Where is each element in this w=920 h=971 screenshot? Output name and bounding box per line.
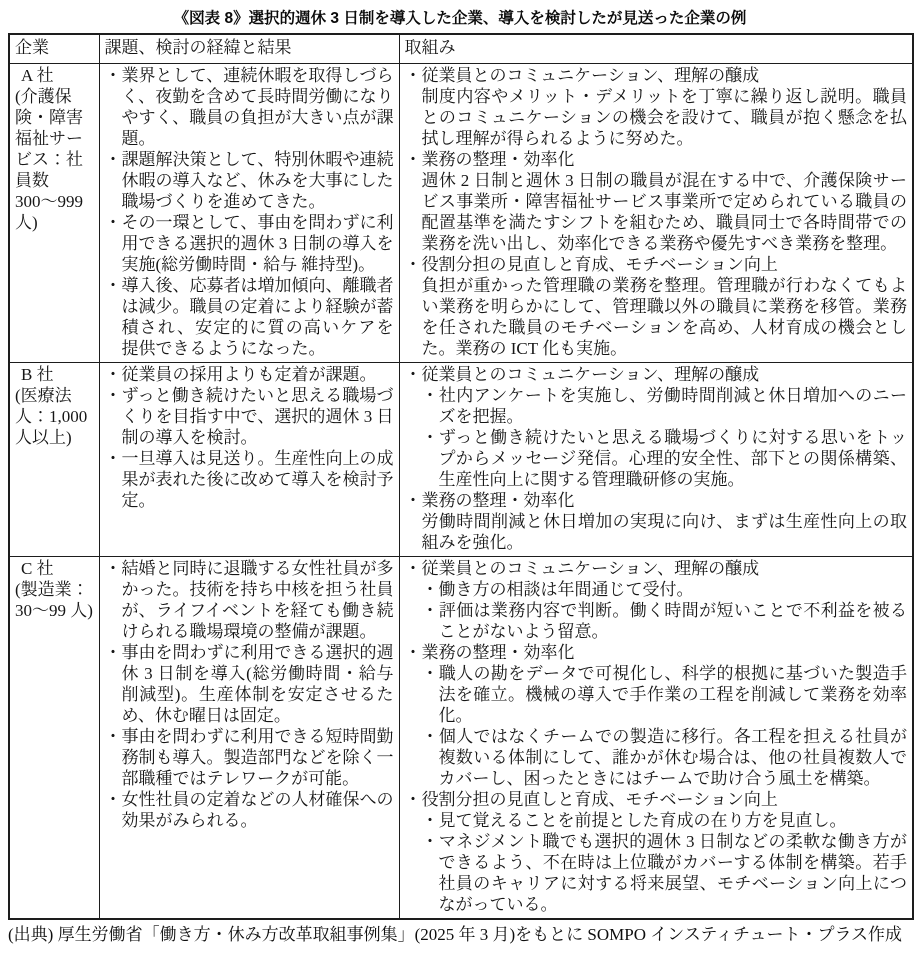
- issue-item: ・従業員の採用よりも定着が課題。: [104, 365, 377, 384]
- initiative-sub-item: ・職人の勘をデータで可視化し、科学的根拠に基づいた製造手法を確立。機械の導入で手作業の工程を削減して業務を効率化。: [421, 664, 907, 725]
- initiative-detail: 労働時間削減と休日増加の実現に向け、まずは生産性向上の取組みを強化。: [421, 512, 907, 552]
- initiative-detail: 週休 2 日制と週休 3 日制の職員が混在する中で、介護保険サービス事業所・障害福祉サービス事業所で定められている職員の配置基準を満たすシフトを組むため、職員同士で各時間帯での業務を洗い出し、効率化できる業務や優先すべき業務を整理。: [421, 171, 907, 253]
- company-b-desc: (医療法人：1,000 人以上): [15, 386, 88, 447]
- initiative-heading: ・従業員とのコミュニケーション、理解の醸成: [404, 66, 760, 85]
- initiative-heading: ・従業員とのコミュニケーション、理解の醸成: [404, 559, 760, 578]
- issue-item: ・女性社員の定着などの人材確保への効果がみられる。: [104, 790, 394, 830]
- initiative-sub-item: ・見て覚えることを前提とした育成の在り方を見直し。: [421, 811, 847, 830]
- initiative-heading: ・業務の整理・効率化: [404, 150, 575, 169]
- issue-item: ・業界として、連続休暇を取得しづらく、夜勤を含めて長時間労働になりやすく、職員の負担が大きい点が課題。: [104, 66, 394, 148]
- initiative-sub-item: ・働き方の相談は年間通じて受付。: [421, 580, 694, 599]
- header-issues: 課題、検討の経緯と結果: [99, 34, 399, 64]
- table-row-company-c: [9, 557, 913, 920]
- issue-item: ・その一環として、事由を問わずに利用できる選択的週休 3 日制の導入を実施(総労働時間・給与 維持型)。: [104, 213, 394, 274]
- company-b-cell: [9, 363, 99, 557]
- company-c-cell: [9, 557, 99, 920]
- initiative-sub-item: ・個人ではなくチームでの製造に移行。各工程を担える社員が複数いる体制にして、誰かが休む場合は、他の社員複数人でカバーし、困ったときにはチームで助け合う風土を構築。: [421, 727, 907, 788]
- header-row: [9, 34, 913, 64]
- issue-item: ・課題解決策として、特別休暇や連続休暇の導入など、休みを大事にした職場づくりを進めてきた。: [104, 150, 394, 211]
- company-a-issues-cell: [99, 64, 399, 363]
- figure-title: 《図表 8》選択的週休 3 日制を導入した企業、導入を検討したが見送った企業の例: [173, 10, 747, 27]
- table-row-company-b: [9, 363, 913, 557]
- initiative-detail: 負担が重かった管理職の業務を整理。管理職が行わなくてもよい業務を明らかにして、管理職以外の職員に業務を移管。業務を任された職員のモチベーションを高め、人材育成の機会とした。業務の ICT 化も実施。: [421, 276, 907, 358]
- table-row-company-a: [9, 64, 913, 363]
- initiative-sub-item: ・マネジメント職でも選択的週休 3 日制などの柔軟な働き方ができるよう、不在時は上位職がカバーする体制を構築。若手社員のキャリアに対する将来展望、モチベーション向上につながっている。: [421, 832, 907, 914]
- initiative-heading: ・従業員とのコミュニケーション、理解の醸成: [404, 365, 760, 384]
- company-examples-table: [8, 33, 914, 920]
- header-company: 企業: [9, 34, 99, 64]
- initiative-heading: ・役割分担の見直しと育成、モチベーション向上: [404, 790, 778, 809]
- initiative-sub-item: ・評価は業務内容で判断。働く時間が短いことで不利益を被ることがないよう留意。: [421, 601, 907, 641]
- initiative-heading: ・業務の整理・効率化: [404, 491, 575, 510]
- initiative-sub-item: ・ずっと働き続けたいと思える職場づくりに対する思いをトップからメッセージ発信。心理的安全性、部下との関係構築、生産性向上に関する管理職研修の実施。: [421, 428, 907, 489]
- issue-item: ・一旦導入は見送り。生産性向上の成果が表れた後に改めて導入を検討予定。: [104, 449, 394, 510]
- initiative-heading: ・役割分担の見直しと育成、モチベーション向上: [404, 255, 778, 274]
- company-a-desc: (介護保険・障害福祉サービス：社員数 300〜999 人): [15, 87, 83, 232]
- initiative-sub-item: ・社内アンケートを実施し、労働時間削減と休日増加へのニーズを把握。: [421, 386, 907, 426]
- issue-item: ・事由を問わずに利用できる選択的週休 3 日制を導入(総労働時間・給与 削減型)。生産体制を安定させるため、休む曜日は固定。: [104, 643, 394, 725]
- issue-item: ・事由を問わずに利用できる短時間勤務制も導入。製造部門などを除く一部職種ではテレワークが可能。: [104, 727, 394, 788]
- initiative-detail: 制度内容やメリット・デメリットを丁寧に繰り返し説明。職員とのコミュニケーションの機会を設けて、職員が抱く懸念を払拭し理解が得られるように努めた。: [421, 87, 907, 148]
- header-initiatives: 取組み: [399, 34, 913, 64]
- company-b-issues-cell: [99, 363, 399, 557]
- company-c-desc: (製造業：30〜99 人): [15, 580, 93, 620]
- issue-item: ・結婚と同時に退職する女性社員が多かった。技術を持ち中核を担う社員が、ライフイベントを経ても働き続けられる職場環境の整備が課題。: [104, 559, 394, 641]
- company-b-name: B 社: [21, 365, 54, 384]
- issue-item: ・ずっと働き続けたいと思える職場づくりを目指す中で、選択的週休 3 日制の導入を検討。: [104, 386, 394, 447]
- company-a-initiatives-cell: [399, 64, 913, 363]
- company-c-name: C 社: [21, 559, 54, 578]
- source-note: (出典) 厚生労働省「働き方・休み方改革取組事例集」(2025 年 3 月)をもとに SOMPO インスティチュート・プラス作成: [8, 925, 902, 944]
- company-a-cell: [9, 64, 99, 363]
- issue-item: ・導入後、応募者は増加傾向、離職者は減少。職員の定着により経験が蓄積され、安定的に質の高いケアを提供できるようになった。: [104, 276, 394, 358]
- company-c-initiatives-cell: [399, 557, 913, 920]
- company-b-initiatives-cell: [399, 363, 913, 557]
- company-c-issues-cell: [99, 557, 399, 920]
- company-a-name: A 社: [21, 66, 54, 85]
- initiative-heading: ・業務の整理・効率化: [404, 643, 575, 662]
